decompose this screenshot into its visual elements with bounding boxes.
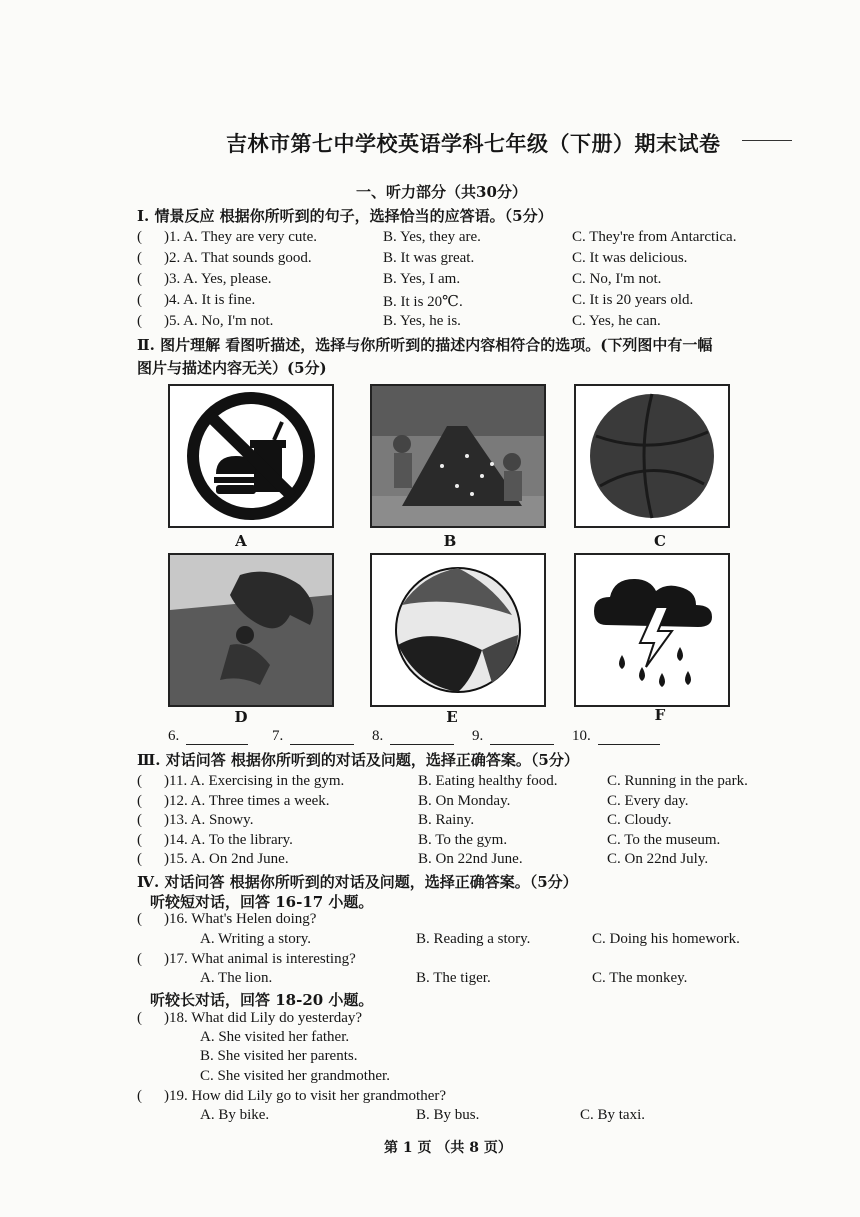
blank-number: 6. [168, 728, 180, 744]
answer-bracket[interactable]: ( [137, 773, 142, 789]
option-c: C. To the museum. [607, 832, 721, 848]
option-a: )13. A. Snowy. [164, 812, 254, 828]
answer-bracket[interactable]: ( [137, 832, 142, 848]
option-c: C. By taxi. [580, 1107, 646, 1123]
answer-blank[interactable] [490, 730, 554, 745]
option-c: C. Running in the park. [607, 773, 748, 789]
option-b: B. By bus. [416, 1107, 480, 1123]
basketball-icon [576, 386, 728, 526]
part3-heading: Ⅲ. 对话问答 根据你所听到的对话及问题，选择正确答案。（5分） [137, 751, 579, 769]
question-19: )19. How did Lily go to visit her grandmother? [164, 1088, 447, 1104]
option-c: C. No, I'm not. [572, 271, 662, 287]
blank-number: 9. [472, 728, 484, 744]
option-c: C. She visited her grandmother. [200, 1068, 390, 1084]
part1-heading: I. 情景反应 根据你所听到的句子，选择恰当的应答语。（5分） [137, 207, 553, 225]
option-a: )15. A. On 2nd June. [164, 851, 289, 867]
blank-number: 7. [272, 728, 284, 744]
question-18: )18. What did Lily do yesterday? [164, 1010, 363, 1026]
answer-bracket[interactable]: ( [137, 951, 142, 967]
option-b: B. It was great. [383, 250, 475, 266]
answer-bracket[interactable]: ( [137, 250, 142, 266]
answer-blank[interactable] [390, 730, 454, 745]
answer-bracket[interactable]: ( [137, 793, 142, 809]
storm-cloud-icon [576, 555, 728, 705]
picture-f [574, 553, 730, 707]
question-16: )16. What's Helen doing? [164, 911, 317, 927]
option-b: B. On Monday. [418, 793, 511, 809]
part4-heading: Ⅳ. 对话问答 根据你所听到的对话及问题，选择正确答案。（5分） [137, 873, 578, 891]
option-a: )1. A. They are very cute. [164, 229, 317, 245]
option-b: B. To the gym. [418, 832, 508, 848]
volleyball-icon [372, 555, 544, 705]
option-b: B. The tiger. [416, 970, 491, 986]
answer-bracket[interactable]: ( [137, 292, 142, 308]
option-b: B. It is 20℃. [383, 294, 463, 310]
option-c: C. It is 20 years old. [572, 292, 694, 308]
option-c: C. Cloudy. [607, 812, 672, 828]
picture-label: F [654, 706, 666, 724]
picture-e [370, 553, 546, 707]
option-b: B. She visited her parents. [200, 1048, 358, 1064]
part2-heading-line2: 图片与描述内容无关）(5分) [137, 359, 327, 377]
exam-title: 吉林市第七中学校英语学科七年级（下册）期末试卷 [226, 131, 721, 156]
part2-heading-line1: Ⅱ. 图片理解 看图听描述，选择与你所听到的描述内容相符合的选项。(下列图中有一幅 [137, 336, 713, 354]
option-a: )14. A. To the library. [164, 832, 293, 848]
blank-number: 8. [372, 728, 384, 744]
long-dialogue-intro: 听较长对话，回答 18-20 小题。 [150, 991, 374, 1009]
question-17: )17. What animal is interesting? [164, 951, 356, 967]
answer-bracket[interactable]: ( [137, 1088, 142, 1104]
option-c: C. The monkey. [592, 970, 688, 986]
option-a: A. The lion. [200, 970, 273, 986]
picture-d [168, 553, 334, 707]
no-food-drink-sign-icon [170, 386, 332, 526]
option-c: C. Every day. [607, 793, 689, 809]
picture-label: C [654, 532, 666, 550]
answer-blank[interactable] [186, 730, 248, 745]
option-c: C. They're from Antarctica. [572, 229, 737, 245]
answer-bracket[interactable]: ( [137, 911, 142, 927]
picture-a [168, 384, 334, 528]
option-a: A. She visited her father. [200, 1029, 350, 1045]
section-title: 一、听力部分（共30分） [356, 183, 527, 201]
picture-c [574, 384, 730, 528]
option-a: )5. A. No, I'm not. [164, 313, 274, 329]
answer-bracket[interactable]: ( [137, 1010, 142, 1026]
option-a: )3. A. Yes, please. [164, 271, 272, 287]
answer-bracket[interactable]: ( [137, 313, 142, 329]
option-a: )11. A. Exercising in the gym. [164, 773, 345, 789]
option-a: )4. A. It is fine. [164, 292, 256, 308]
picture-label: D [234, 708, 248, 726]
option-b: B. Yes, I am. [383, 271, 461, 287]
short-dialogue-intro: 听较短对话，回答 16-17 小题。 [150, 893, 374, 911]
option-a: A. By bike. [200, 1107, 270, 1123]
page-footer: 第 1 页 （共 8 页） [384, 1140, 512, 1156]
option-a: A. Writing a story. [200, 931, 312, 947]
option-b: B. Rainy. [418, 812, 475, 828]
answer-bracket[interactable]: ( [137, 229, 142, 245]
option-b: B. Eating healthy food. [418, 773, 558, 789]
option-b: B. Yes, they are. [383, 229, 481, 245]
picture-b [370, 384, 546, 528]
option-c: C. On 22nd July. [607, 851, 709, 867]
title-rule [742, 140, 792, 141]
option-c: C. Yes, he can. [572, 313, 661, 329]
option-a: )2. A. That sounds good. [164, 250, 312, 266]
answer-bracket[interactable]: ( [137, 851, 142, 867]
answer-bracket[interactable]: ( [137, 271, 142, 287]
horse-rider-fall-photo [170, 555, 332, 705]
blank-number: 10. [572, 728, 591, 744]
picture-label: B [443, 532, 457, 550]
answer-bracket[interactable]: ( [137, 812, 142, 828]
children-with-tent-photo [372, 386, 544, 526]
option-b: B. Yes, he is. [383, 313, 461, 329]
option-b: B. Reading a story. [416, 931, 531, 947]
option-a: )12. A. Three times a week. [164, 793, 330, 809]
answer-blank[interactable] [290, 730, 354, 745]
option-c: C. It was delicious. [572, 250, 688, 266]
option-b: B. On 22nd June. [418, 851, 523, 867]
answer-blank[interactable] [598, 730, 660, 745]
picture-label: E [446, 708, 458, 726]
picture-label: A [235, 532, 247, 550]
option-c: C. Doing his homework. [592, 931, 740, 947]
